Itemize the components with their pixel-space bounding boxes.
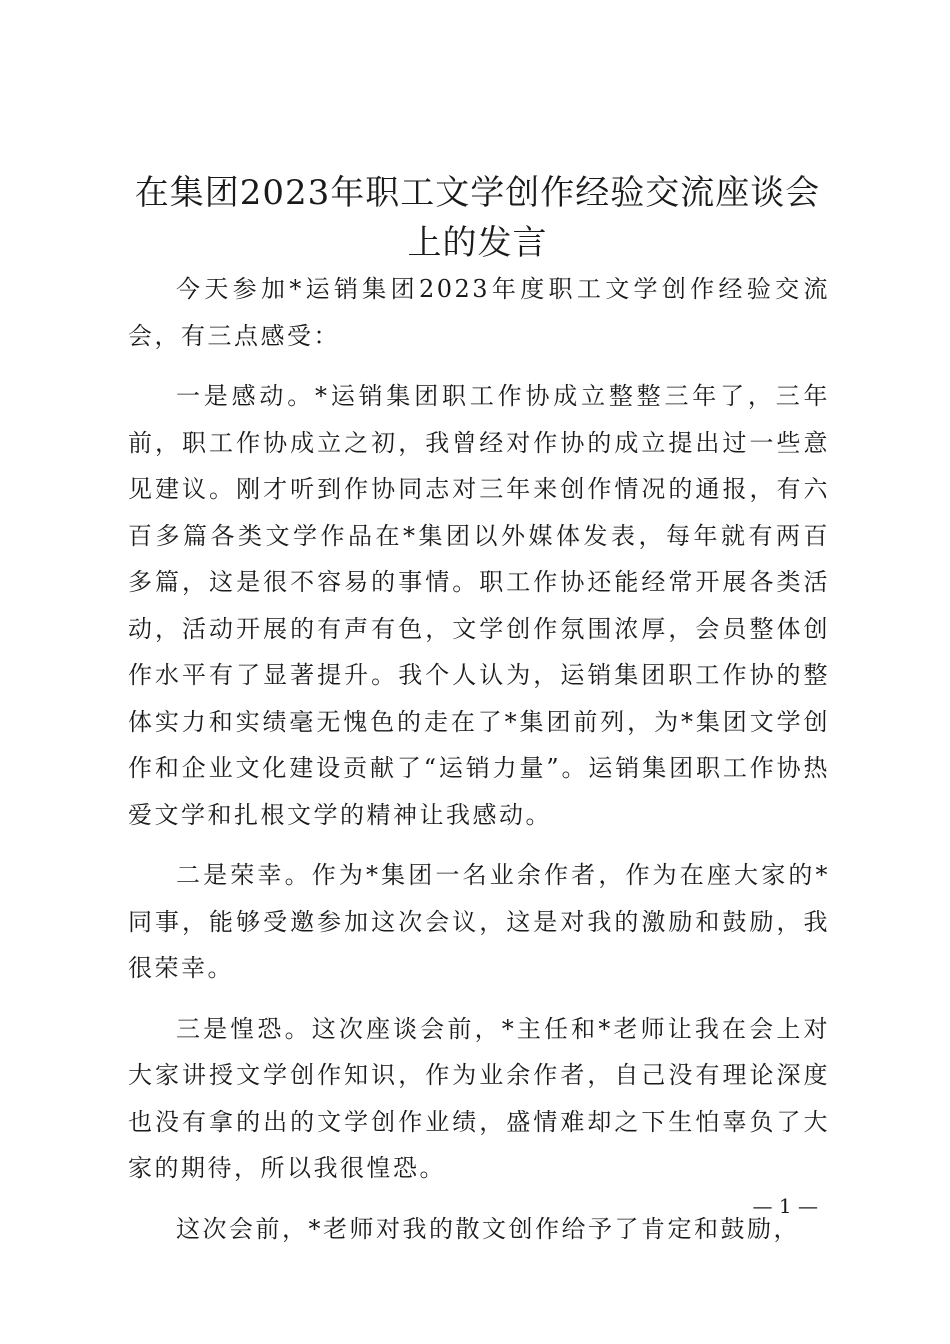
paragraph-continuation: 这次会前，*老师对我的散文创作给予了肯定和鼓励， xyxy=(176,1214,800,1243)
paragraph-anxious: 三是惶恐。这次座谈会前，*主任和*老师让我在会上对大家讲授文学创作知识，作为业余作者，自己没有理论深度也没有拿的出的文学创作业绩，盛情难却之下生怕辜负了大家的期待，所以我很惶恐。 xyxy=(128,1014,830,1182)
page-number: — 1 — xyxy=(752,1194,818,1218)
document-title: 在集团2023年职工文学创作经验交流座谈会上的发言 xyxy=(134,173,821,263)
document-body xyxy=(128,266,830,1266)
paragraph-intro: 今天参加*运销集团2023年度职工文学创作经验交流会，有三点感受： xyxy=(128,275,830,350)
paragraph-honored: 二是荣幸。作为*集团一名业余作者，作为在座大家的*同事，能够受邀参加这次会议，这是对我的激励和鼓励，我很荣幸。 xyxy=(128,861,830,982)
paragraph-moved: 一是感动。*运销集团职工作协成立整整三年了，三年前，职工作协成立之初，我曾经对作协的成立提出过一些意见建议。刚才听到作协同志对三年来创作情况的通报，有六百多篇各类文学作品在*集团以外媒体发表，每年就有两百多篇，这是很不容易的事情。职工作协还能经常开展各类活动，活动开展的有声有色，文学创作氛围浓厚，会员整体创作水平有了显著提升。我个人认为，运销集团职工作协的整体实力和实绩毫无愧色的走在了*集团前列，为*集团文学创作和企业文化建设贡献了“运销力量”。运销集团职工作协热爱文学和扎根文学的精神让我感动。 xyxy=(128,382,830,829)
